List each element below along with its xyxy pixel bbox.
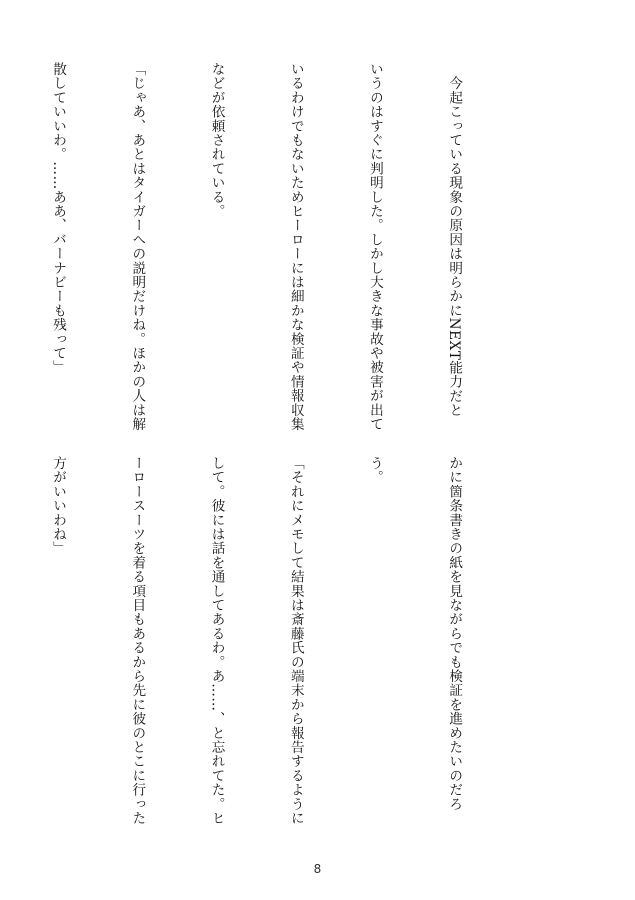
text-block-lower	[0, 456, 520, 856]
text-line: いるわけでもないためヒーローには細かな検証や情報収集	[287, 62, 304, 432]
text-line: ーロースーツを着る項目もあるから先に彼のとこに行った	[129, 456, 146, 826]
text-line: う。	[366, 456, 383, 485]
text-line: 「それにメモして結果は斎藤氏の端末から報告するように	[287, 456, 304, 826]
text-line: かに箇条書きの紙を見ながらでも検証を進めたいのだろ	[446, 456, 463, 811]
text-line: 「じゃあ、あとはタイガーへの説明だけね。ほかの人は解	[129, 62, 146, 432]
text-line: 散していいわ。……ああ、バーナビーも残って」	[50, 62, 67, 375]
text-line: いうのはすぐに判明した。しかし大きな事故や被害が出て	[366, 62, 383, 432]
text-line: 方がいいわね」	[50, 456, 67, 556]
text-line: などが依頼されている。	[208, 62, 225, 219]
page-number: 8	[313, 862, 322, 876]
text-block-upper	[0, 62, 520, 432]
text-line: して。彼には話を通してあるわ。あ……、と忘れてた。ヒ	[208, 456, 225, 826]
text-line: 今起こっている現象の原因は明らかにNEXT能力だと	[446, 62, 463, 418]
